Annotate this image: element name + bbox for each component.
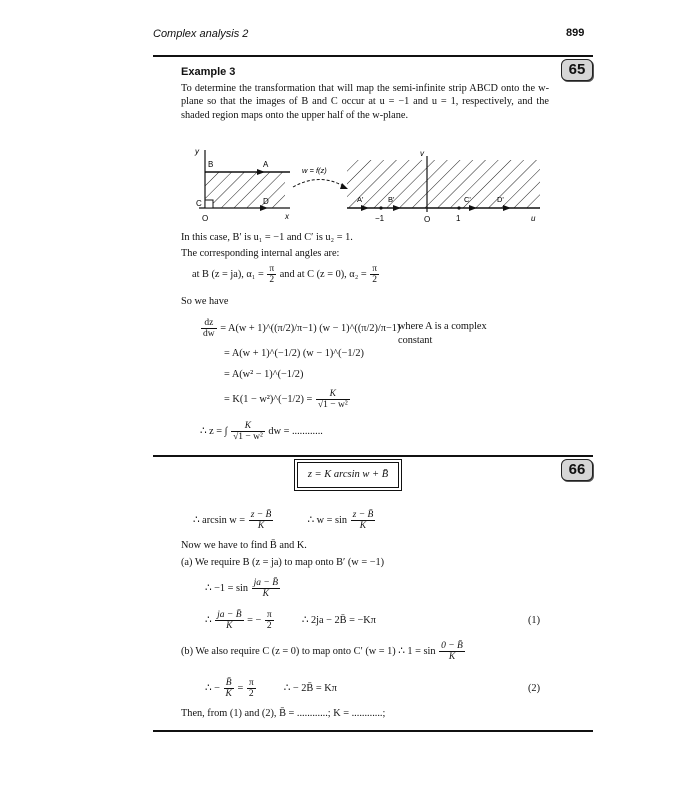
then-from-1-and-2: Then, from (1) and (2), B̄ = ............; K = ............; bbox=[181, 708, 386, 719]
equation-number-1: (1) bbox=[528, 615, 541, 626]
arcsin-line: ∴ arcsin w = $\frac{z - B̄}{K}$ ∴ w = sin $\frac{z - B̄}{K}$ bbox=[193, 510, 374, 531]
frame-divider-bottom bbox=[153, 730, 593, 732]
w-label-v: v bbox=[420, 149, 424, 158]
strip-mapping-diagram bbox=[185, 142, 545, 232]
requirement-a: (a) We require B (z = ja) to map onto B′ (w = −1) bbox=[181, 557, 385, 568]
w-shaded-half-plane bbox=[347, 160, 540, 208]
equation-2-line: ∴ − $\frac{B̄}{K}$ = $\frac{\pi}{2}$ ∴ − 2B̄ = Kπ bbox=[205, 678, 337, 699]
page-number: 899 bbox=[566, 27, 585, 39]
mapping-label: w = f(z) bbox=[302, 166, 327, 175]
equation-step-3: = A(w² − 1)^(−1/2) bbox=[224, 369, 304, 380]
z-label-y: y bbox=[195, 147, 199, 156]
minus-one-sin: ∴ −1 = sin $\frac{ja - B̄}{K}$ bbox=[205, 578, 278, 599]
so-we-have: So we have bbox=[181, 296, 229, 307]
find-B-K: Now we have to find B̄ and K. bbox=[181, 540, 307, 551]
w-label-D: D' bbox=[497, 195, 504, 204]
equation-step-2: = A(w + 1)^(−1/2) (w − 1)^(−1/2) bbox=[224, 348, 364, 359]
w-label-one: 1 bbox=[456, 214, 461, 223]
equation-1-line: ∴ $\frac{ja - B̄}{K}$ = − $\frac{\pi}{2}$ ∴ 2ja − 2B̄ = −Kπ bbox=[205, 610, 376, 631]
image-points-line: In this case, B′ is u₁ = −1 and C′ is u₂ = 1. bbox=[181, 232, 353, 243]
z-label-D: D bbox=[263, 197, 269, 206]
angles-line: at B (z = ja), α₁ = $\frac{\pi}{2}$ and at C (z = 0), α₂ = $\frac{\pi}{2}$ bbox=[192, 264, 378, 285]
frame-number-65: 65 bbox=[561, 59, 593, 81]
integral-equation: ∴ z = ∫ $\frac{K}{\text{√1 − w²}}$ dw = ............ bbox=[200, 421, 323, 442]
requirement-b: (b) We also require C (z = 0) to map onto C′ (w = 1) ∴ 1 = sin $\frac{0 - B̄}{K}$ bbox=[181, 641, 463, 662]
z-label-C: C bbox=[196, 199, 202, 208]
angles-intro: The corresponding internal angles are: bbox=[181, 248, 340, 259]
w-label-C: C' bbox=[464, 195, 471, 204]
frame-number-66: 66 bbox=[561, 459, 593, 481]
frame-divider-top bbox=[153, 55, 593, 57]
z-label-A: A bbox=[263, 160, 269, 169]
dz-dw-equation: $\frac{dz}{dw}$ = A(w + 1)^((π/2)/π−1) (w − 1)^((π/2)/π−1) bbox=[203, 318, 401, 339]
mapping-arrow-icon bbox=[340, 183, 348, 189]
frame-divider-middle bbox=[153, 455, 593, 457]
equation-step-4: = K(1 − w²)^(−1/2) = $\frac{K}{\text{√1 − w²}}$ bbox=[224, 389, 348, 410]
w-label-A: A' bbox=[357, 195, 364, 204]
where-A-complex: where A is a complex bbox=[398, 321, 487, 332]
boxed-result: z = K arcsin w + B̄ bbox=[297, 462, 399, 488]
z-label-x: x bbox=[285, 212, 289, 221]
where-constant: constant bbox=[398, 335, 433, 346]
z-label-O: O bbox=[202, 214, 209, 223]
example-title: Example 3 bbox=[181, 66, 236, 78]
equation-number-2: (2) bbox=[528, 683, 541, 694]
z-shaded-strip bbox=[205, 172, 285, 208]
running-header-title: Complex analysis 2 bbox=[153, 28, 249, 40]
example-intro: To determine the transformation that will map the semi-infinite strip ABCD onto the w-plane so that the images of B and C occur at u = −1 and u = 1, respectively, and the shaded region maps onto the upper half of the w-plane. bbox=[181, 83, 549, 121]
w-label-O: O bbox=[424, 215, 431, 224]
w-label-u: u bbox=[531, 214, 536, 223]
w-label-B: B' bbox=[388, 195, 395, 204]
w-label-minus-one: −1 bbox=[375, 214, 385, 223]
z-label-B: B bbox=[208, 160, 214, 169]
